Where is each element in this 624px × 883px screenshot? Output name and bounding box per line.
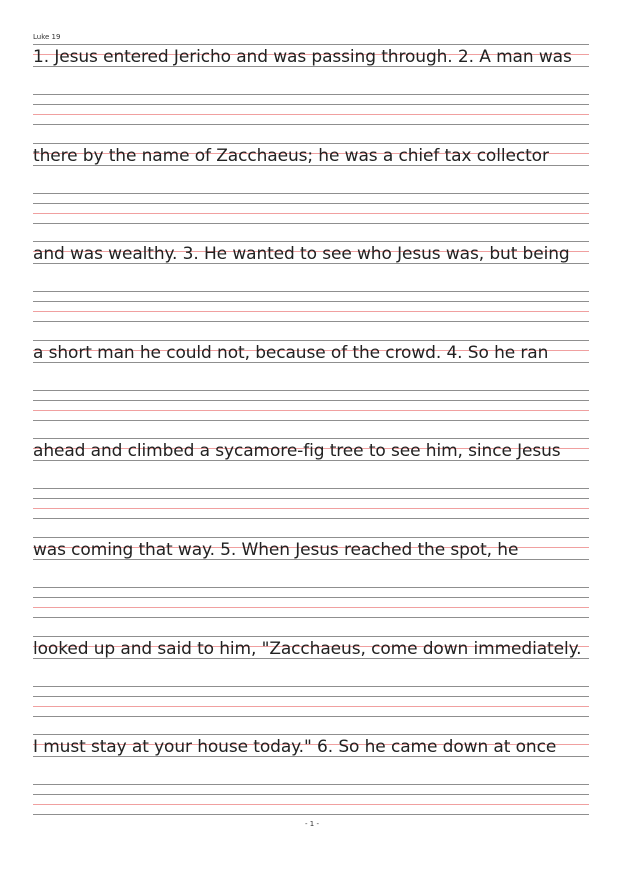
gray-guide-line [33, 44, 589, 45]
practice-block [33, 143, 589, 231]
gray-guide-line [33, 636, 589, 637]
gray-guide-line [33, 400, 589, 401]
gray-guide-line [33, 696, 589, 697]
practice-block [33, 636, 589, 724]
gray-guide-line [33, 420, 589, 421]
verse-line: ahead and climbed a sycamore-fig tree to see him, since Jesus [33, 441, 561, 462]
red-guide-line [33, 114, 589, 115]
red-guide-line [33, 706, 589, 707]
gray-guide-line [33, 784, 589, 785]
gray-guide-line [33, 597, 589, 598]
verse-line: 1. Jesus entered Jericho and was passing through. 2. A man was [33, 47, 572, 67]
verse-line: a short man he could not, because of the crowd. 4. So he ran [33, 342, 549, 363]
gray-guide-line [33, 794, 589, 795]
practice-block [33, 438, 589, 526]
practice-block [33, 340, 589, 428]
gray-guide-line [33, 104, 589, 105]
gray-guide-line [33, 488, 589, 489]
practice-block [33, 241, 589, 329]
gray-guide-line [33, 518, 589, 519]
gray-guide-line [33, 438, 589, 439]
verse-line: there by the name of Zacchaeus; he was a chief tax collector [33, 145, 549, 166]
gray-guide-line [33, 716, 589, 717]
gray-guide-line [33, 498, 589, 499]
gray-guide-line [33, 124, 589, 125]
gray-guide-line [33, 734, 589, 735]
practice-block [33, 44, 589, 132]
red-guide-line [33, 410, 589, 411]
gray-guide-line [33, 587, 589, 588]
verse-line: I must stay at your house today." 6. So he came down at once [33, 737, 557, 758]
verse-line: and was wealthy. 3. He wanted to see who Jesus was, but being [33, 244, 570, 265]
gray-guide-line [33, 617, 589, 618]
verse-line: was coming that way. 5. When Jesus reached the spot, he [33, 540, 519, 560]
chapter-label: Luke 19 [33, 33, 61, 41]
red-guide-line [33, 213, 589, 214]
red-guide-line [33, 311, 589, 312]
red-guide-line [33, 804, 589, 805]
gray-guide-line [33, 814, 589, 815]
page-number: - 1 - [305, 820, 319, 828]
practice-block [33, 537, 589, 625]
gray-guide-line [33, 321, 589, 322]
gray-guide-line [33, 390, 589, 391]
red-guide-line [33, 607, 589, 608]
verse-line: looked up and said to him, "Zacchaeus, come down immediately. [33, 638, 582, 659]
practice-block [33, 734, 589, 822]
gray-guide-line [33, 291, 589, 292]
gray-guide-line [33, 241, 589, 242]
gray-guide-line [33, 686, 589, 687]
gray-guide-line [33, 223, 589, 224]
gray-guide-line [33, 143, 589, 144]
gray-guide-line [33, 340, 589, 341]
gray-guide-line [33, 537, 589, 538]
gray-guide-line [33, 193, 589, 194]
gray-guide-line [33, 203, 589, 204]
gray-guide-line [33, 94, 589, 95]
red-guide-line [33, 508, 589, 509]
gray-guide-line [33, 301, 589, 302]
